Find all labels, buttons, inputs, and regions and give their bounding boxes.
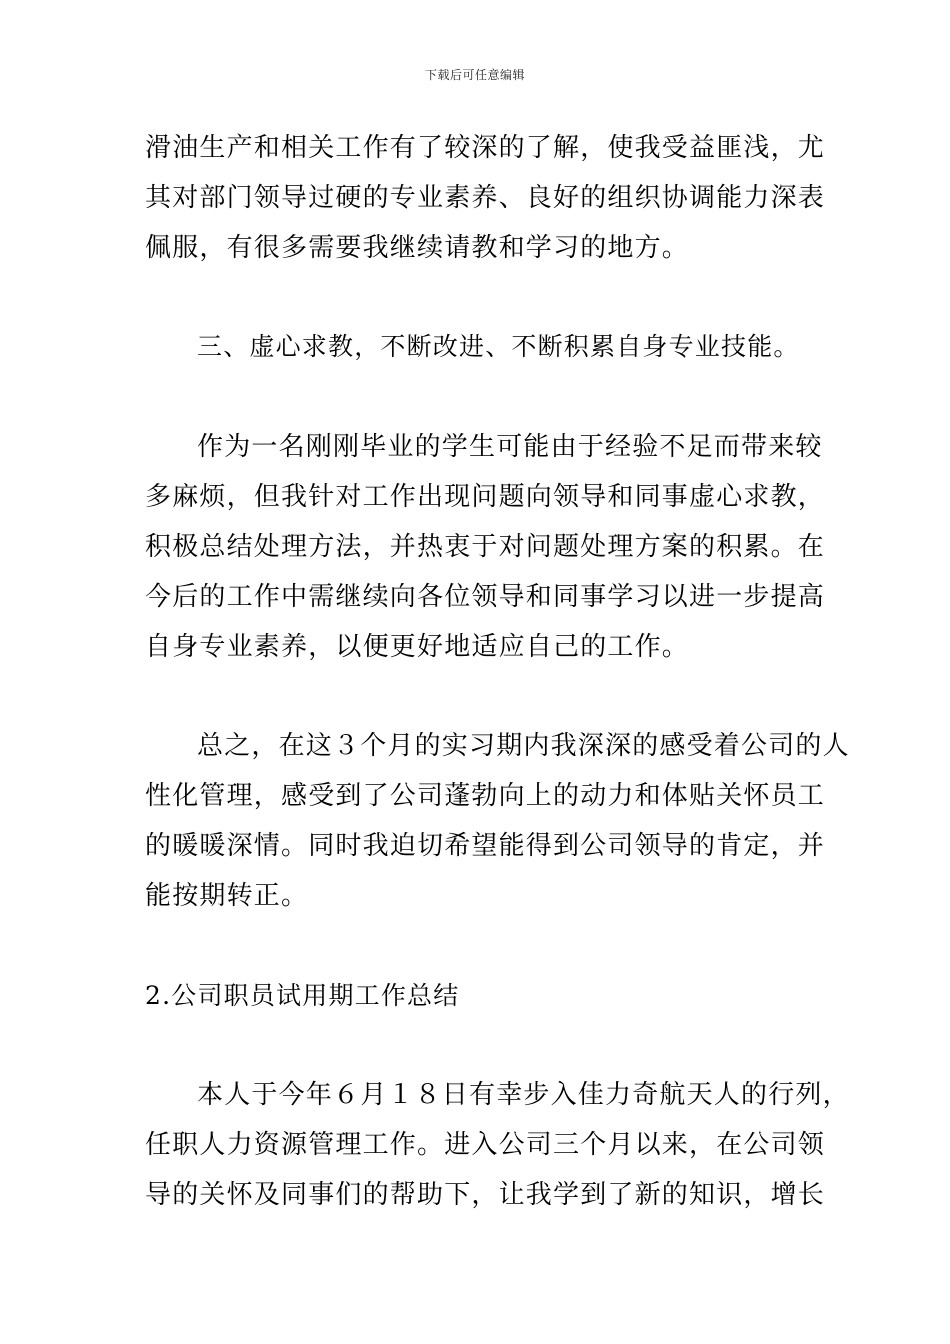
paragraph-line: 滑油生产和相关工作有了较深的了解，使我受益匪浅，尤 [145, 133, 826, 163]
paragraph-line: 作为一名刚刚毕业的学生可能由于经验不足而带来较 [197, 432, 823, 462]
paragraph-line: 的暖暖深情。同时我迫切希望能得到公司领导的肯定，并 [145, 831, 826, 861]
header-note: 下载后可任意编辑 [424, 68, 525, 82]
paragraph-line: 性化管理，感受到了公司蓬勃向上的动力和体贴关怀员工 [145, 781, 826, 811]
section-heading: 三、虚心求教，不断改进、不断积累自身专业技能。 [197, 332, 800, 361]
paragraph-line: 积极总结处理方法，并热衷于对问题处理方案的积累。在 [145, 532, 826, 562]
paragraph-line: 今后的工作中需继续向各位领导和同事学习以进一步提高 [145, 582, 826, 612]
paragraph-line: 佩服，有很多需要我继续请教和学习的地方。 [145, 233, 690, 263]
paragraph-line: 任职人力资源管理工作。进入公司三个月以来，在公司领 [145, 1130, 826, 1160]
paragraph-line: 导的关怀及同事们的帮助下，让我学到了新的知识，增长 [145, 1180, 826, 1210]
paragraph-line: 多麻烦，但我针对工作出现问题向领导和同事虚心求教， [145, 482, 826, 512]
paragraph-line: 总之，在这３个月的实习期内我深深的感受着公司的人 [197, 731, 850, 761]
paragraph-line: 能按期转正。 [145, 881, 309, 911]
paragraph-line: 本人于今年６月１８日有幸步入佳力奇航天人的行列， [197, 1080, 850, 1110]
section-title: 2.公司职员试用期工作总结 [145, 981, 460, 1010]
paragraph-line: 自身专业素养，以便更好地适应自己的工作。 [145, 632, 690, 662]
paragraph-line: 其对部门领导过硬的专业素养、良好的组织协调能力深表 [145, 183, 826, 213]
